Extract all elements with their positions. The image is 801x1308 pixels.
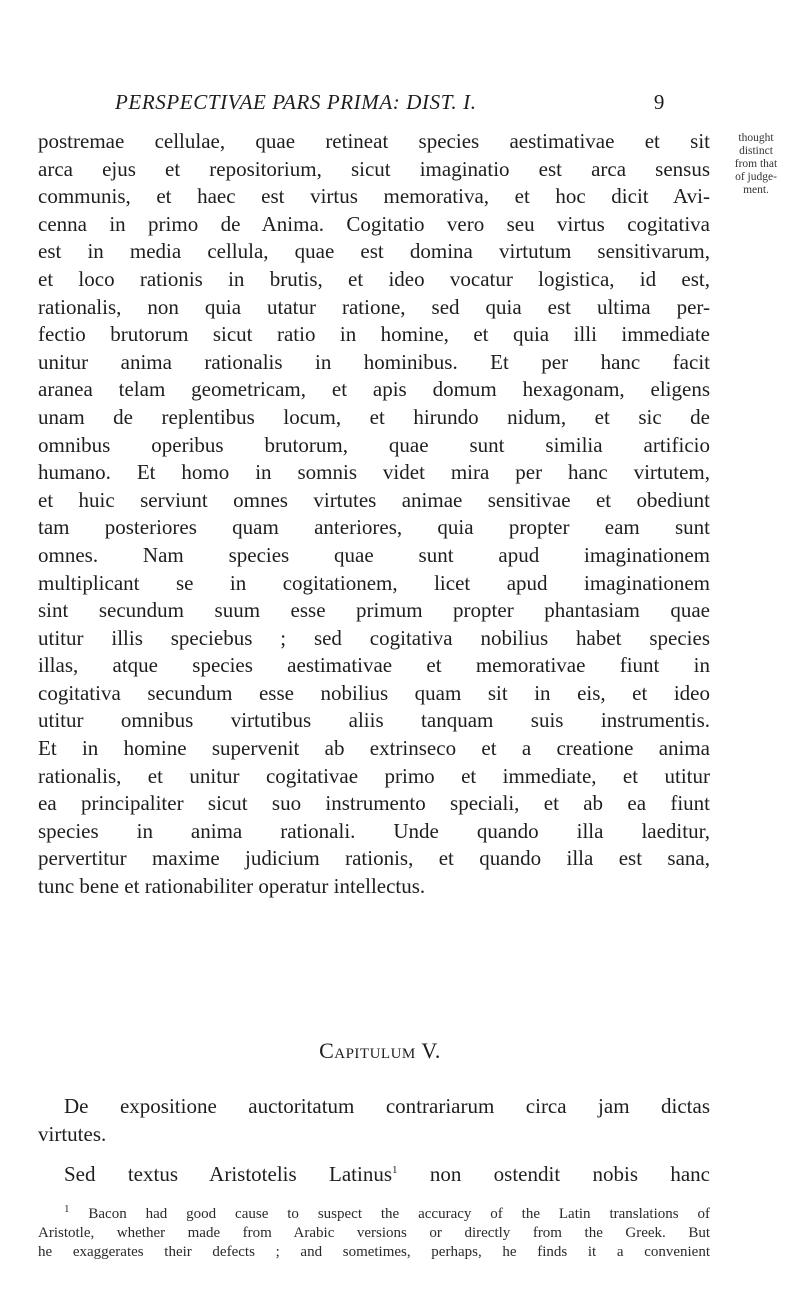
text-line: ea principaliter sicut suo instrumento speciali, et ab ea fiunt	[38, 791, 710, 816]
text-line: Et in homine supervenit ab extrinseco et a creatione anima	[38, 736, 710, 761]
text-line: utitur omnibus virtutibus aliis tanquam suis instrumentis.	[38, 708, 710, 733]
subtitle-line: De expositione auctoritatum contrariarum circa jam dictas	[64, 1094, 710, 1118]
footnote-line: he exaggerates their defects ; and sometimes, perhaps, he finds it a convenient	[38, 1244, 710, 1260]
body-text	[38, 128, 710, 901]
text-line: multiplicant se in cogitationem, licet apud imaginationem	[38, 570, 710, 595]
subtitle-line: virtutes.	[38, 1122, 107, 1146]
chapter-subtitle	[38, 1092, 710, 1148]
text-line: est in media cellula, quae est domina virtutum sensitivarum,	[38, 239, 710, 264]
footnote-marker: 1	[64, 1203, 70, 1215]
text-line: unam de replentibus locum, et hirundo nidum, et sic de	[38, 404, 710, 429]
footnote-line	[38, 1205, 710, 1224]
text-line: rationalis, et unitur cogitativae primo et immediate, et utitur	[38, 763, 710, 788]
text-line: et loco rationis in brutis, et ideo vocatur logistica, id est,	[38, 266, 710, 291]
text-line: tam posteriores quam anteriores, quia propter eam sunt	[38, 515, 710, 540]
margin-note	[716, 132, 796, 197]
text-line: et huic serviunt omnes virtutes animae sensitivae et obediunt	[38, 487, 710, 512]
margin-note-line: from that	[734, 158, 778, 170]
running-title: PERSPECTIVAE PARS PRIMA: DIST. I.	[115, 90, 477, 114]
paragraph	[38, 1160, 710, 1188]
text-line: species in anima rationali. Unde quando illa laeditur,	[38, 818, 710, 843]
text-line: fectio brutorum sicut ratio in homine, et quia illi immediate	[38, 322, 710, 347]
footnote-reference[interactable]: 1	[392, 1164, 398, 1176]
text-line: aranea telam geometricam, et apis domum hexagonam, eligens	[38, 377, 710, 402]
footnote	[38, 1205, 710, 1262]
text-line: sint secundum suum esse primum propter phantasiam quae	[38, 598, 710, 623]
text-line: utitur illis speciebus ; sed cogitativa nobilius habet species	[38, 625, 710, 650]
text-line: pervertitur maxime judicium rationis, et quando illa est sana,	[38, 846, 710, 871]
text-line: humano. Et homo in somnis videt mira per hanc virtutem,	[38, 460, 710, 485]
footnote-line: Aristotle, whether made from Arabic versions or directly from the Greek. But	[38, 1225, 710, 1241]
text-line: omnibus operibus brutorum, quae sunt similia artificio	[38, 432, 710, 457]
text-line: cogitativa secundum esse nobilius quam sit in eis, et ideo	[38, 680, 710, 705]
margin-note-line: ment.	[743, 184, 769, 196]
text-line: postremae cellulae, quae retineat species aestimativae et sit	[38, 129, 710, 153]
chapter-heading: Capitulum V.	[319, 1038, 441, 1063]
footnote-text: Bacon had good cause to suspect the accuracy of the Latin translations of	[69, 1206, 710, 1222]
text-line: omnes. Nam species quae sunt apud imaginationem	[38, 542, 710, 567]
margin-note-line: thought	[738, 132, 774, 144]
margin-note-line: of judge-	[735, 171, 777, 183]
text-line: cenna in primo de Anima. Cogitatio vero seu virtus cogitativa	[38, 211, 710, 236]
text-line: illas, atque species aestimativae et memorativae fiunt in	[38, 653, 710, 678]
page-number: 9	[653, 90, 665, 114]
text-line: rationalis, non quia utatur ratione, sed quia est ultima per-	[38, 294, 710, 319]
paragraph-line	[38, 1160, 710, 1188]
text-line: communis, et haec est virtus memorativa, et hoc dicit Avi-	[38, 184, 710, 209]
paragraph-text: Sed textus Aristotelis Latinus	[64, 1162, 392, 1186]
paragraph-text: non ostendit nobis hanc	[397, 1162, 710, 1186]
running-header	[115, 90, 665, 115]
margin-note-line: distinct	[739, 145, 773, 157]
text-line: arca ejus et repositorium, sicut imaginatio est arca sensus	[38, 156, 710, 181]
text-line: unitur anima rationalis in hominibus. Et per hanc facit	[38, 349, 710, 374]
text-line: tunc bene et rationabiliter operatur intellectus.	[38, 874, 426, 899]
